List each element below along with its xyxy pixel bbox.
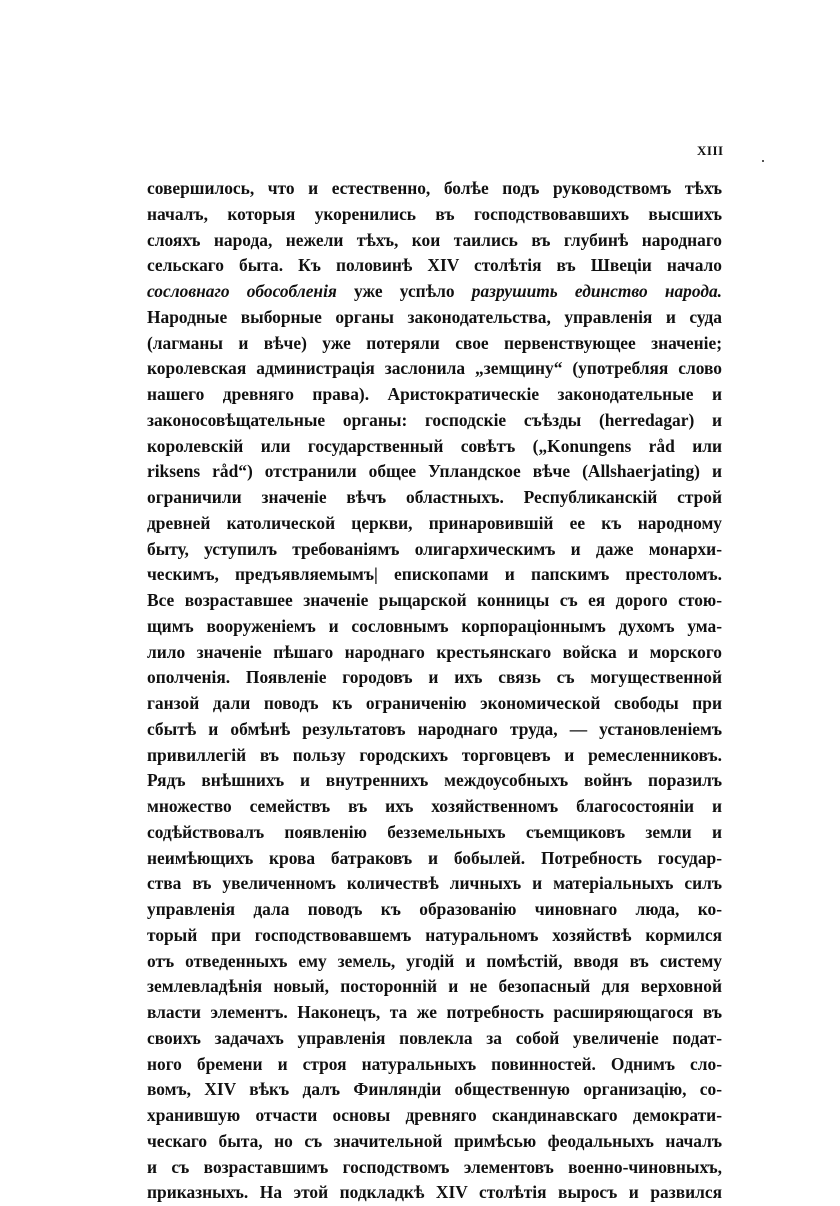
text-line: riksens råd“) отстранили общее Упландское вѣче (Allshaerjating) и (147, 461, 722, 482)
text-line: и съ возраставшимъ господствомъ элементовъ военно-чиновныхъ, (147, 1156, 722, 1177)
text-line: сбытѣ и обмѣнѣ результатовъ народнаго труда, — установленіемъ (147, 718, 722, 739)
text-line: Рядъ внѣшнихъ и внутреннихъ междоусобныхъ войнъ поразилъ (147, 770, 722, 791)
text-line-italic (147, 279, 722, 305)
text-line: приказныхъ. На этой подкладкѣ XIV столѣтія выросъ и развился (147, 1182, 722, 1203)
text-line: власти элементъ. Наконецъ, та же потребность расширяющагося въ (147, 1002, 722, 1022)
text-line: привиллегій въ пользу городскихъ торговцевъ и ремесленниковъ. (147, 744, 722, 765)
text-line: щимъ вооруженіемъ и сословнымъ корпораціоннымъ духомъ ума- (147, 615, 722, 636)
text-line: королевскій или государственный совѣтъ („Konungens råd или (147, 435, 722, 456)
text-line: королевская администрація заслонила „земщину“ (употребляя слово (147, 358, 722, 379)
text-line: быту, уступилъ требованіямъ олигархическимъ и даже монархи- (147, 538, 722, 559)
text-line: вомъ, XIV вѣкъ далъ Финляндіи общественную организацію, со- (147, 1079, 722, 1100)
text-line: ческимъ, предъявляемымъ| епископами и папскимъ престоломъ. (147, 564, 722, 585)
text-line: законосовѣщательные органы: господскіе съѣзды (herredagar) и (147, 409, 722, 430)
text-line: ства въ увеличенномъ количествѣ личныхъ и матеріальныхъ силъ (147, 873, 722, 894)
text-body (147, 176, 722, 1206)
page-number: XIII (697, 143, 724, 158)
text-line: ограничили значеніе вѣчъ областныхъ. Республиканскій строй (147, 487, 722, 507)
text-line: (лагманы и вѣче) уже потеряли свое первенствующее значеніе; (147, 332, 722, 353)
text-line: множество семействъ въ ихъ хозяйственномъ благосостояніи и (147, 796, 722, 816)
text-line: лило значеніе пѣшаго народнаго крестьянскаго войска и морского (147, 641, 722, 662)
text-line: совершилось, что и естественно, болѣе подъ руководствомъ тѣхъ (147, 178, 722, 198)
text-line: Все возраставшее значеніе рыцарской конницы съ ея дорого стою- (147, 590, 722, 610)
text-line: слояхъ народа, нежели тѣхъ, кои таились въ глубинѣ народнаго (147, 229, 722, 250)
text-line: началъ, которыя укоренились въ господствовавшихъ высшихъ (147, 203, 722, 224)
text-line: Народные выборные органы законодательства, управленія и суда (147, 306, 722, 327)
plain-fragment: уже успѣло (336, 281, 472, 301)
text-line: землевладѣнія новый, посторонній и не безопасный для верховной (147, 976, 722, 997)
text-line: хранившую отчасти основы древняго скандинавскаго демократи- (147, 1105, 722, 1125)
text-line: ганзой дали поводъ къ ограниченію экономической свободы при (147, 693, 722, 713)
text-line: ческаго быта, но съ значительной примѣсью феодальныхъ началъ (147, 1130, 722, 1151)
italic-fragment: разрушить единство народа. (471, 281, 723, 301)
text-line: содѣйствовалъ появленію безземельныхъ съемщиковъ земли и (147, 821, 722, 842)
text-line: неимѣющихъ крова батраковъ и бобылей. Потребность государ- (147, 847, 722, 868)
text-line: своихъ задачахъ управленія повлекла за собой увеличеніе подат- (147, 1027, 722, 1048)
text-line: отъ отведенныхъ ему земель, угодій и помѣстій, вводя въ систему (147, 950, 722, 971)
text-line: древней католической церкви, принаровившій ее къ народному (147, 512, 722, 533)
text-line: торый при господствовавшемъ натуральномъ хозяйствѣ кормился (147, 924, 722, 945)
text-line: ного бремени и строя натуральныхъ повинностей. Однимъ сло- (147, 1053, 722, 1074)
text-line: управленія дала поводъ къ образованію чиновнаго люда, ко- (147, 899, 722, 919)
text-line: сельскаго быта. Къ половинѣ XIV столѣтія въ Швеціи начало (147, 255, 722, 276)
italic-fragment: сословнаго обособленія (147, 281, 337, 301)
text-line: нашего древняго права). Аристократическіе законодательные и (147, 384, 722, 404)
edge-mark (762, 160, 764, 162)
text-line: ополченія. Появленіе городовъ и ихъ связь съ могущественной (147, 667, 722, 688)
